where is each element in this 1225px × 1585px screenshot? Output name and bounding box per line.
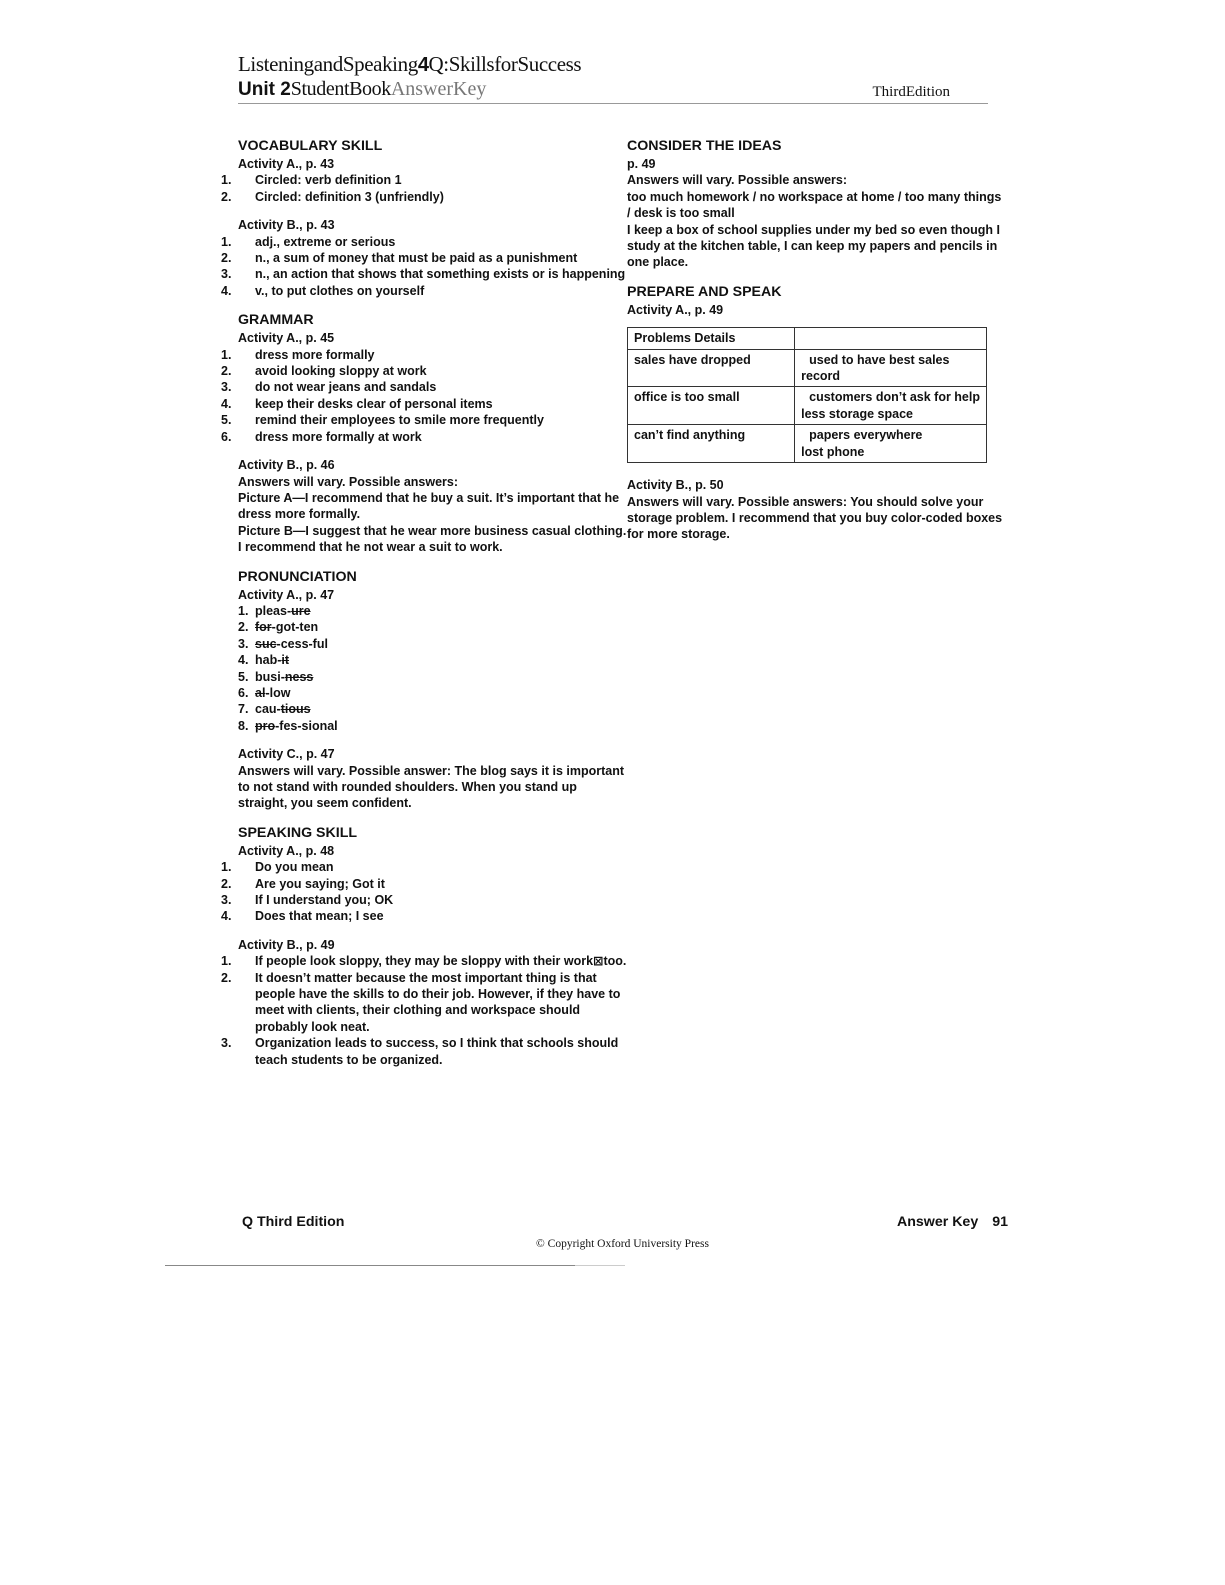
- page-bottom-rule: [165, 1265, 575, 1266]
- unit-label: Unit 2: [238, 79, 291, 100]
- edition-label: ThirdEdition: [872, 84, 950, 100]
- vocabulary-activity-b: Activity B., p. 43 1. adj., extreme or serious 2. n., a sum of money that must be paid as a punishment 3. n., an action that shows that something exists or is happening 4. v., to put clothes on yourself: [238, 217, 628, 299]
- list-item: 1. If people look sloppy, they may be sloppy with their work⊠too.: [221, 954, 627, 969]
- list-item: 2. n., a sum of money that must be paid as a punishment: [221, 251, 578, 266]
- list-item: 4. v., to put clothes on yourself: [221, 283, 425, 298]
- list-item: 1. dress more formally: [221, 347, 375, 362]
- list-item: 1. Do you mean: [221, 860, 334, 875]
- grammar-activity-b: Activity B., p. 46 Answers will vary. Possible answers: Picture A—I recommend that he buy a suit. It’s important that he dress more formally. Picture B—I suggest that he wear more business casual clothing. I recommend that he not wear a suit to work.: [238, 458, 627, 555]
- pronunciation-section: PRONUNCIATION Activity A., p. 47 1. pleas-ure 2. for-got-ten 3. suc-cess-ful 4. hab-it 5. busi-ness 6. al-low 7. cau-tious 8. pro-fes-sional: [238, 568, 628, 735]
- copyright: © Copyright Oxford University Press: [536, 1238, 709, 1250]
- list-item: 2. avoid looking sloppy at work: [221, 364, 427, 379]
- list-item: 3. suc-cess-ful: [238, 636, 328, 651]
- vocab-a-list: [221, 172, 628, 205]
- page-number: 91: [992, 1214, 1008, 1230]
- list-item: 6. al-low: [238, 685, 291, 700]
- speaking-a-list: [221, 859, 628, 925]
- table-row: office is too small customers don’t ask for help less storage space: [628, 387, 987, 425]
- speaking-activity-b: Activity B., p. 49 1. If people look sloppy, they may be sloppy with their work⊠too. 2. It doesn’t matter because the most important thing is that people have the skills to do their job. However, if they have to meet with clients, their clothing and workspace should probably look neat. 3. Organization leads to success, so I think that schools should teach students to be organized.: [221, 937, 627, 1067]
- prepare-activity-b: Activity B., p. 50 Answers will vary. Possible answers: You should solve your storage problem. I recommend that you buy color-coded boxes for more storage.: [627, 478, 1003, 542]
- list-item: 3. do not wear jeans and sandals: [221, 380, 437, 395]
- list-item: 1. Circled: verb definition 1: [221, 173, 402, 188]
- list-item: 4. hab-it: [238, 653, 290, 668]
- list-item: 4. keep their desks clear of personal items: [221, 396, 493, 411]
- list-item: 2. Circled: definition 3 (unfriendly): [221, 189, 444, 204]
- unit-line: Unit 2StudentBookAnswerKey ThirdEdition: [238, 77, 988, 102]
- list-item: 5. remind their employees to smile more frequently: [221, 413, 544, 428]
- table-header-row: Problems Details: [628, 328, 987, 349]
- grammar-a-list: [221, 347, 628, 445]
- problems-details-table: [627, 327, 987, 463]
- list-item: 3. Organization leads to success, so I think that schools should teach students to be organized.: [221, 1036, 619, 1067]
- list-item: 2. Are you saying; Got it: [221, 876, 385, 891]
- list-item: 7. cau-tious: [238, 702, 311, 717]
- list-item: 1. pleas-ure: [238, 603, 311, 618]
- right-column: [627, 137, 1007, 555]
- left-column: [221, 137, 628, 1080]
- book-title: ListeningandSpeaking4Q:SkillsforSuccess: [238, 52, 582, 76]
- page-bottom-rule-light: [575, 1265, 625, 1266]
- list-item: 2. for-got-ten: [238, 620, 319, 635]
- list-item: 3. n., an action that shows that something exists or is happening: [221, 267, 626, 282]
- speaking-skill-section: SPEAKING SKILL Activity A., p. 48 1. Do you mean 2. Are you saying; Got it 3. If I understand you; OK 4. Does that mean; I see: [238, 824, 628, 925]
- grammar-section: GRAMMAR Activity A., p. 45 1. dress more formally 2. avoid looking sloppy at work 3. do not wear jeans and sandals 4. keep their desks clear of personal items 5. remind their employees to smile more frequently 6. dress more formally at work: [238, 311, 628, 445]
- prepare-speak-section: PREPARE AND SPEAK Activity A., p. 49 Problems Details sales have dropped used to have best sales record office is too small customers don’t ask for help less storage space can’t find anything papers everywhere lost phone: [627, 283, 1007, 463]
- vocab-b-list: [221, 234, 628, 300]
- pron-a-list: [238, 603, 628, 734]
- list-item: 5. busi-ness: [238, 669, 314, 684]
- page-header: [238, 52, 988, 102]
- pronunciation-activity-c: Activity C., p. 47 Answers will vary. Possible answer: The blog says it is important to not stand with rounded shoulders. When you stand up straight, you seem confident.: [238, 747, 624, 811]
- vocabulary-skill-section: VOCABULARY SKILL Activity A., p. 43 1. Circled: verb definition 1 2. Circled: definition 3 (unfriendly): [238, 137, 628, 205]
- speaking-b-list: [221, 953, 628, 1068]
- header-divider: [238, 103, 988, 104]
- list-item: 4. Does that mean; I see: [221, 909, 384, 924]
- list-item: 8. pro-fes-sional: [238, 718, 338, 733]
- list-item: 2. It doesn’t matter because the most important thing is that people have the skills to do their job. However, if they have to meet with clients, their clothing and workspace should probably look neat.: [221, 970, 621, 1034]
- footer-edition: Q Third Edition: [242, 1214, 345, 1230]
- table-row: sales have dropped used to have best sales record: [628, 349, 987, 387]
- consider-ideas-section: CONSIDER THE IDEAS p. 49 Answers will vary. Possible answers: too much homework / no workspace at home / too many things / desk is too small I keep a box of school supplies under my bed so even though I study at the kitchen table, I can keep my papers and pencils in one place.: [627, 138, 1002, 270]
- list-item: 1. adj., extreme or serious: [221, 234, 396, 249]
- table-row: can’t find anything papers everywhere lost phone: [628, 425, 987, 463]
- list-item: 3. If I understand you; OK: [221, 893, 394, 908]
- list-item: 6. dress more formally at work: [221, 429, 422, 444]
- footer-answer-key: Answer Key 91: [897, 1214, 1008, 1230]
